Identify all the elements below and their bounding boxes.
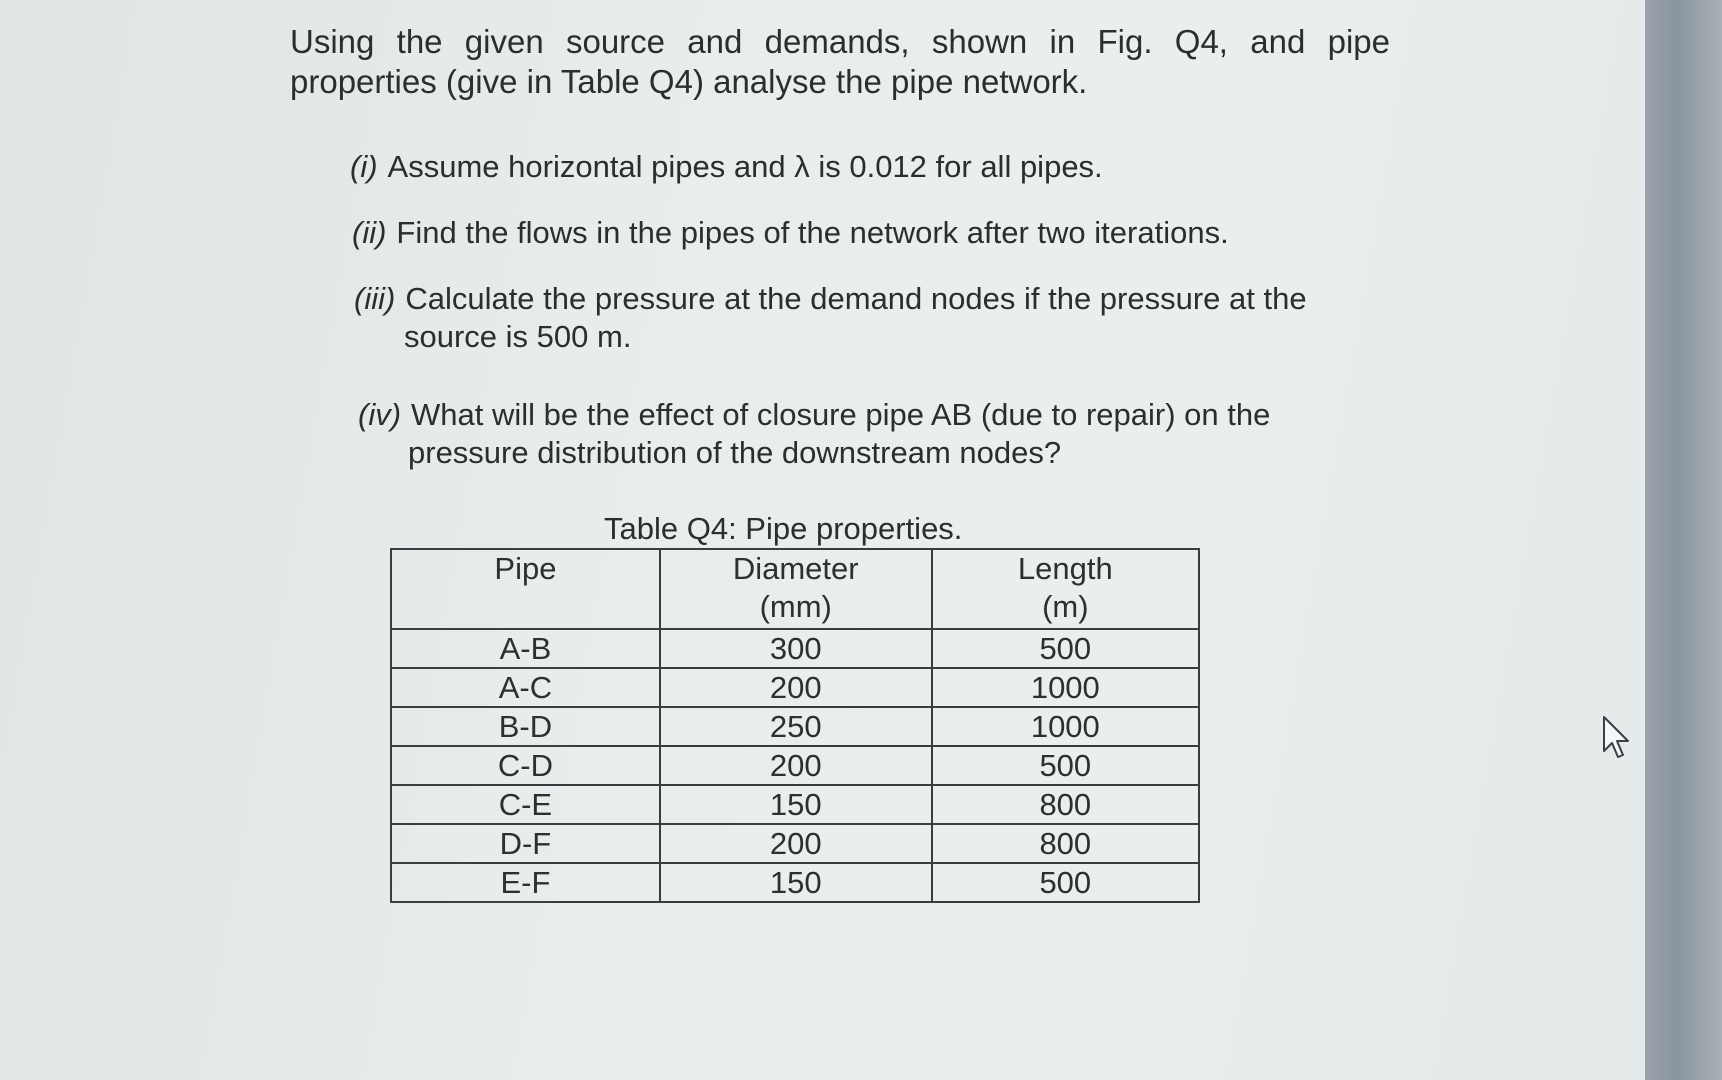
table-row [391,746,1199,785]
cell-diameter: 200 [660,668,932,707]
cell-diameter: 300 [660,629,932,668]
item-text: Assume horizontal pipes and λ is 0.012 for all pipes. [387,149,1103,184]
item-text: Find the flows in the pipes of the network after two iterations. [396,215,1229,250]
table-caption: Table Q4: Pipe properties. [604,511,963,546]
cell-diameter: 150 [660,863,932,902]
item-number: (i) [350,149,378,184]
cell-length: 800 [932,785,1199,824]
header-diameter [660,549,932,629]
question-item-iv [358,396,1378,472]
cell-diameter: 200 [660,746,932,785]
table-header-row [391,549,1199,629]
table-row [391,668,1199,707]
cell-pipe: A-B [391,629,660,668]
pipe-properties-table [390,548,1200,903]
cell-length: 800 [932,824,1199,863]
cell-length: 500 [932,746,1199,785]
question-intro: Using the given source and demands, shown in Fig. Q4, and pipe properties (give in Table Q4) analyse the pipe network. [290,23,1390,100]
header-pipe [391,549,660,629]
question-item-ii [352,214,1402,252]
cell-pipe: B-D [391,707,660,746]
cell-length: 1000 [932,668,1199,707]
item-text: What will be the effect of closure pipe AB (due to repair) on the [411,397,1271,432]
table-row [391,863,1199,902]
table-row [391,707,1199,746]
header-pipe-label: Pipe [494,551,557,586]
cell-diameter: 250 [660,707,932,746]
cell-diameter: 200 [660,824,932,863]
question-item-iii [354,280,1384,356]
cell-pipe: D-F [391,824,660,863]
cell-pipe: C-D [391,746,660,785]
item-number: (iv) [358,397,402,432]
cell-pipe: C-E [391,785,660,824]
item-text-continued: pressure distribution of the downstream nodes? [408,435,1062,470]
item-number: (ii) [352,215,387,250]
header-diameter-label: Diameter [732,551,859,586]
item-text-continued: source is 500 m. [404,319,632,354]
cell-pipe: A-C [391,668,660,707]
monitor-bezel [1645,0,1722,1080]
mouse-cursor-icon [1602,715,1632,759]
header-length-label: Length [1017,551,1113,586]
cell-diameter: 150 [660,785,932,824]
table-row [391,785,1199,824]
cell-pipe: E-F [391,863,660,902]
item-text: Calculate the pressure at the demand nodes if the pressure at the [405,281,1307,316]
question-item-i [350,148,1400,186]
item-number: (iii) [354,281,396,316]
header-diameter-unit: (mm) [759,589,832,624]
header-length [932,549,1199,629]
cell-length: 500 [932,629,1199,668]
cell-length: 500 [932,863,1199,902]
table-row [391,629,1199,668]
cell-length: 1000 [932,707,1199,746]
header-length-unit: (m) [1042,589,1089,624]
table-row [391,824,1199,863]
